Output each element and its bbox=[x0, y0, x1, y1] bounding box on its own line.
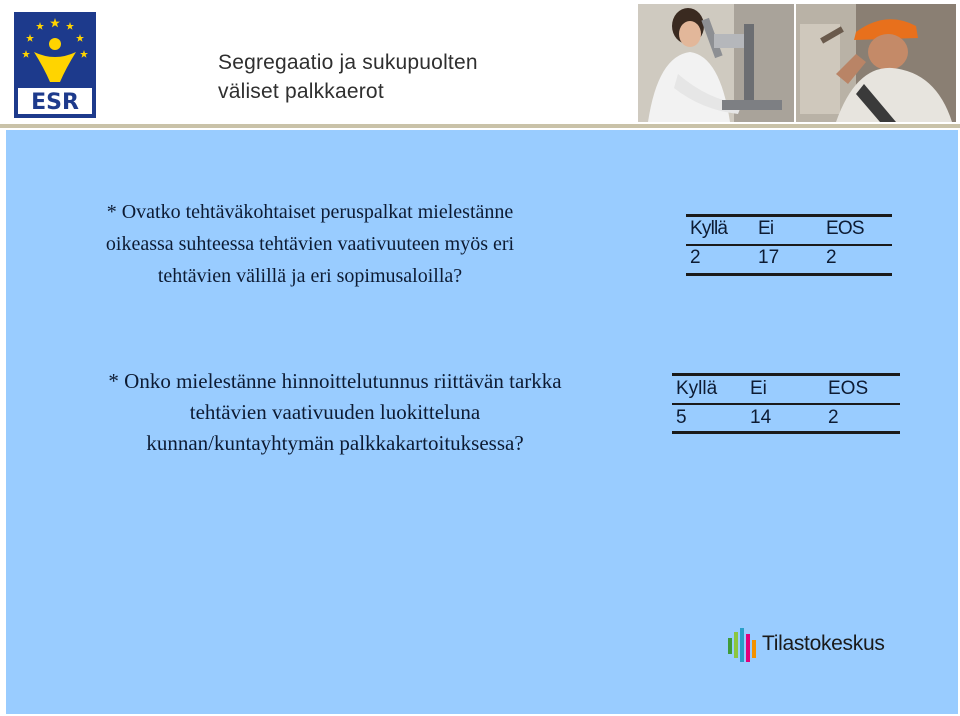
question-1 bbox=[20, 196, 600, 292]
question-2-line2: tehtävien vaativuuden luokitteluna bbox=[189, 400, 481, 424]
table-header-eos: EOS bbox=[826, 218, 864, 239]
question-1-line1: * Ovatko tehtäväkohtaiset peruspalkat mielestänne bbox=[106, 201, 514, 223]
table-value-eos: 2 bbox=[826, 247, 837, 268]
photo-laboratory-worker bbox=[638, 4, 794, 122]
header-title-line1: Segregaatio ja sukupuolten bbox=[218, 51, 478, 74]
table-value-eos: 2 bbox=[828, 407, 839, 428]
tilastokeskus-brand: Tilastokeskus bbox=[762, 632, 885, 655]
header-title bbox=[218, 48, 598, 106]
table-header-yes: Kyllä bbox=[690, 218, 728, 239]
table-rule-bottom bbox=[686, 273, 892, 276]
header-banner bbox=[0, 0, 960, 128]
header-title-line2: väliset palkkaerot bbox=[218, 80, 384, 103]
tilastokeskus-bars-icon bbox=[726, 626, 760, 666]
table-header-no: Ei bbox=[750, 378, 767, 399]
question-1-line2: oikeassa suhteessa tehtävien vaativuuteen myös eri bbox=[105, 233, 515, 255]
table-rule-top bbox=[686, 214, 892, 217]
header-divider bbox=[0, 124, 960, 128]
answer-table-1 bbox=[686, 214, 892, 278]
photo-construction-worker bbox=[796, 4, 956, 122]
table-value-yes: 2 bbox=[690, 247, 701, 268]
table-rule-bottom bbox=[672, 431, 900, 434]
answer-table-2 bbox=[672, 373, 900, 437]
table-header-eos: EOS bbox=[828, 378, 869, 399]
question-2-line1: * Onko mielestänne hinnoittelutunnus riittävän tarkka bbox=[108, 369, 562, 393]
table-rule-top bbox=[672, 373, 900, 376]
question-2 bbox=[20, 366, 650, 459]
esr-logo bbox=[14, 12, 96, 118]
question-1-line3: tehtävien välillä ja eri sopimusaloilla? bbox=[157, 265, 463, 287]
table-rule-mid bbox=[672, 403, 900, 405]
table-header-no: Ei bbox=[758, 218, 774, 239]
svg-text:ESR: ESR bbox=[31, 90, 79, 115]
table-header-yes: Kyllä bbox=[676, 378, 718, 399]
tilastokeskus-logo bbox=[726, 626, 906, 666]
question-2-line3: kunnan/kuntayhtymän palkkakartoituksessa? bbox=[146, 431, 524, 455]
table-value-no: 17 bbox=[758, 247, 780, 268]
table-value-yes: 5 bbox=[676, 407, 687, 428]
table-value-no: 14 bbox=[750, 407, 772, 428]
table-rule-mid bbox=[686, 244, 892, 246]
